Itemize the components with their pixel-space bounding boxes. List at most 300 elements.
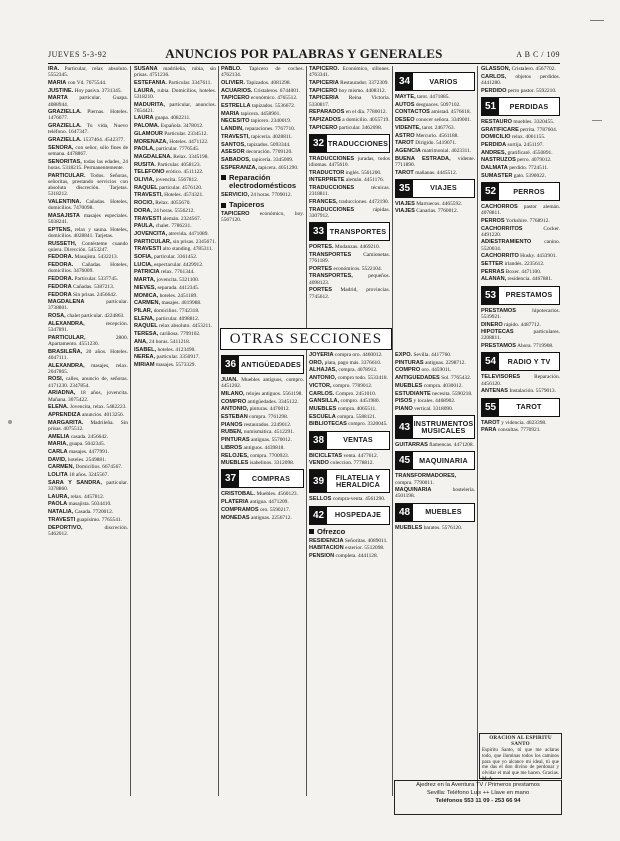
promo-line-3: Teléfonos 553 11 09 - 253 66 94 [435,798,521,804]
ad-keyword: PORTES. [309,244,334,251]
ad-text: alemán. 4451176. [345,177,385,184]
classified-ad [395,125,475,131]
classified-ad [48,517,128,523]
ad-text: chalet. 7786231. [155,223,192,230]
classified-ad [221,165,304,171]
ad-text: compro. 4451980. [340,398,380,405]
ad-keyword: HIPOTECAS [481,329,514,336]
ad-text: particular. 3350917. [156,354,200,361]
classified-ad [134,192,216,198]
subsection-ofrezco-label: Ofrezco [317,526,346,536]
section-hospedaje [309,506,390,525]
classified-ad [395,398,475,404]
ad-text: todas las edades, 24 horas. 5318215. Permanentemente. [48,158,128,171]
ad-keyword: TELEFONO [134,169,165,176]
ad-keyword: PISOS [395,398,413,405]
ad-text: Muebles antiguos, compro. 4451202. [221,377,304,390]
classified-ad [48,412,128,418]
ad-keyword: MASAJISTA [48,212,80,219]
ad-keyword: PERROS [481,217,505,224]
ad-text: Señoritas. 4089011. [344,537,388,544]
classified-ad [134,102,216,114]
classified-ad [481,269,560,275]
ad-text: decoración. 7709120. [245,149,293,156]
ad-keyword: TRAVESTI [134,215,162,222]
ad-text: muebles. 3320455. [513,118,555,125]
header-rule [48,63,560,64]
classified-ad [134,177,216,183]
classified-ad [134,269,216,275]
ad-keyword: GANSILLA, [309,398,340,405]
ad-text: Ahora. 7719908. [517,343,554,350]
ad-keyword: CARMEN, [134,300,161,307]
ad-text: masajes. 4477991. [68,448,109,455]
ad-keyword: ANA, [134,338,148,345]
section-tarot [481,398,560,417]
section-name: VIAJES [430,183,457,193]
ad-text: juradas, todos idiomas. 4475610. [309,155,390,169]
ad-text: Sin prisas. 2456642. [72,291,118,298]
ad-text: antiguas. 5570012. [250,437,292,444]
section-name: PRESTAMOS [505,290,553,300]
ad-text: chalet particular. 4224863. [67,313,125,320]
ad-keyword: MARGARITA. [48,419,84,426]
classified-ad [134,185,216,191]
ad-keyword: ANTENAS [481,388,509,395]
subsection-reparacion-label: Reparación electrodomésticos [229,172,297,190]
ad-keyword: OLIVIER. [221,79,245,86]
ad-keyword: PAOLA [48,501,68,508]
column-divider [392,66,393,796]
ad-keyword: TAPICERO [221,95,250,102]
ad-keyword: TAPICERIA [309,79,339,86]
ad-text: Cristalero. 4567702. [511,66,556,72]
section-viajes [395,179,475,198]
classified-ad [221,422,304,428]
classified-ad [395,109,475,115]
ad-keyword: PRESTAMOS [481,307,517,314]
classified-ad [134,331,216,337]
section-transportes [309,222,390,241]
classified-ad [221,118,304,124]
classified-ad [309,207,390,219]
ad-keyword: COMPRO [221,398,247,405]
ad-keyword: COMPRO [395,367,421,374]
classified-ad [48,199,128,211]
classified-ad [221,414,304,420]
ad-text: oro. 4459011. [421,367,452,374]
classified-ad [221,103,304,109]
classified-ad [481,74,560,86]
ad-keyword: RESTAURO [481,118,512,125]
classified-ad [221,445,304,451]
ad-text: Muebles. 4560123. [256,491,298,498]
ad-keyword: GRAZIELLA. [48,109,82,116]
classified-ad [309,391,390,397]
ad-keyword: PRESTAMOS [481,343,517,350]
section-number: 52 [482,183,499,200]
section-perros [481,182,560,201]
classified-ad [48,472,128,478]
column-4-top [309,66,390,320]
ad-keyword: MARTA [48,95,68,102]
ad-keyword: FEDORA. [48,254,74,261]
ad-keyword: ALEXANDRA, [48,320,85,327]
ad-text: vertical. 3318090. [414,405,454,412]
section-name: VENTAS [343,435,373,445]
ad-keyword: CARLOS, [481,73,507,80]
classified-ad [48,335,128,347]
ad-keyword: MAGDALENA. [134,153,172,160]
section-number: 32 [310,135,327,152]
ad-text: masajista. 5034410. [68,501,112,508]
ad-keyword: ELENA. [48,404,69,411]
ad-keyword: SENORA, [48,144,74,151]
ad-text: a domicilio. 4055719. [342,116,390,123]
ad-text: particular. 3462098. [338,124,383,131]
ad-keyword: FEDORA [48,291,72,298]
classified-ad [395,140,475,146]
column-5-bottom [395,352,475,777]
ad-text: atrevida. 4471089. [168,230,209,237]
subsection-tapiceros-label: Tapiceros [229,200,265,210]
classified-ad [309,199,390,205]
ad-text: venta. 4477612. [343,452,379,459]
ad-keyword: TRAVESTI [134,246,162,253]
ad-text: perdido. 7724511. [509,165,549,172]
ad-keyword: AUTOS [395,101,415,108]
ad-text: compra. 7790011. [395,479,434,486]
ad-keyword: ALHAJAS, [309,367,337,374]
classified-ad [395,367,475,373]
ad-text: compra. 7761298. [249,414,289,421]
ad-keyword: VALENTINA. [48,198,82,205]
ad-text: flamencas. 4471208. [429,442,474,449]
ad-text: particular. 3738801. [48,299,128,312]
ad-keyword: GLAMOUR [134,130,163,137]
ad-keyword: EXPO. [395,352,413,358]
classified-ad [481,142,560,148]
classified-ad [48,449,128,455]
ad-text: baratos. 5576120. [423,524,463,531]
classified-ad [48,434,128,440]
classified-ad [309,95,390,107]
classified-ad [221,515,304,521]
section-compras [221,469,304,488]
ad-keyword: GUITARRAS [395,442,428,449]
ad-keyword: RUSITA. [134,161,156,168]
ad-text: Marruecos. 4465592. [416,200,463,207]
ad-text: reparaciones. 7767710. [245,126,296,133]
column-4-bottom [309,352,390,796]
ad-text: Hoteles. 4574321. [164,192,204,199]
scan-mark [8,420,12,424]
ad-text: Económico, sillones. 4763341. [309,66,390,79]
classified-ad [221,88,304,94]
section-name: TRANSPORTES [329,226,387,236]
classified-ad [309,109,390,115]
ad-keyword: TAPICERIA [309,95,339,102]
ad-keyword: TAPIZADOS [309,116,341,123]
ad-text: consultas. 7770921. [497,427,541,434]
classified-ad [48,123,128,135]
classified-ad [134,285,216,291]
ad-keyword: VIAJES [395,208,415,215]
ad-text: alemán. 2324567. [162,215,202,222]
ad-keyword: TAROT [395,140,414,147]
ad-keyword: VENDO [309,460,329,467]
classified-ad [134,162,216,168]
section-number: 54 [482,353,499,370]
classified-ad [309,177,390,183]
ad-keyword: PALOMA. [134,123,160,130]
ad-keyword: PARTICULAR, [134,238,172,245]
ad-text: Particular. 2334512. [164,130,208,137]
ad-keyword: PINTURAS [395,359,424,366]
ad-text: Camionetas. 7761189. [309,251,390,265]
ad-text: rápidas. 3307912. [309,206,390,219]
ad-keyword: TRADUCCIONES [309,185,355,192]
ad-keyword: JOVENCITA, [134,230,168,237]
classified-ad [395,525,475,531]
section-muebles [395,503,475,522]
classified-ad [309,421,390,427]
classified-ad [48,363,128,375]
ad-keyword: ACUARIOS. [221,87,253,94]
ad-text: Relax. 4055670. [155,200,191,207]
classified-ad [309,545,390,551]
section-traducciones [309,134,390,153]
classified-ad [395,360,475,366]
classified-ad [309,406,390,412]
ad-keyword: VIDENTE, [395,124,421,131]
ad-text: necesita. 5590218. [432,390,473,397]
ad-keyword: MARIA, [48,441,68,448]
ad-text: sortija. 2451197. [507,141,544,148]
ad-text: tapicera. 4051290. [258,164,299,171]
classified-ad [481,119,560,125]
ad-keyword: CRISTOBAL. [221,491,256,498]
classified-ad [48,254,128,260]
classified-ad [134,216,216,222]
classified-ad [48,262,128,274]
ad-keyword: TRAVESTI [48,516,76,523]
section-number: 33 [310,223,327,240]
classified-ad [134,154,216,160]
classified-ad [395,473,475,485]
ad-keyword: SUSANA [134,66,158,72]
section-number: 55 [482,399,499,416]
classified-ad [48,313,128,319]
classified-ad [481,218,560,224]
ad-text: compra. 7700923. [250,452,290,459]
ad-keyword: VICTOR, [309,382,332,389]
ad-keyword: PENSION [309,553,335,560]
classified-ad [134,115,216,121]
ad-keyword: RAQUEL [134,323,158,330]
classified-ad [309,88,390,94]
ad-text: Casada. 7720012. [74,509,114,516]
column-2 [134,66,216,801]
ad-text: Madrileña. Sin prisas. 4075512. [48,419,128,432]
ad-keyword: EPTENS, [48,226,72,233]
ad-text: Husky. 4433901. [520,253,557,260]
ad-keyword: TELEVISORES [481,374,521,381]
ad-keyword: ANTONIO, [309,375,337,382]
ad-keyword: DOMICILIO [481,134,511,141]
classified-ad [481,239,560,251]
classified-ad [309,414,390,420]
ad-text: Cañadas. Hoteles, domicilios. 3476009. [48,262,128,275]
ad-keyword: MAGDALENA [48,299,85,306]
ad-text: masajes. 4019988. [161,300,202,307]
ad-keyword: CACHORROS [481,203,518,210]
ad-keyword: ANDRES, [481,149,507,156]
subsection-reparacion [221,174,304,190]
section-name: FILATELIA Y HERALDICA [335,472,381,490]
classified-ad [395,170,475,176]
ad-keyword: MARTA, [134,277,156,284]
classified-ad [481,388,560,394]
classified-ad [481,343,560,349]
classified-ad [395,117,475,123]
ad-keyword: PARTICULAR, [48,334,86,341]
ad-keyword: PERRAS [481,268,505,275]
ad-keyword: TAROT [481,419,500,426]
classified-ad [309,360,390,366]
classified-ad [221,437,304,443]
classified-ad [134,262,216,268]
section-name: INSTRUMENTOS MUSICALES [413,418,474,436]
ad-text: económico. 4765512. [250,95,298,102]
ad-keyword: ESTUDIANTE [395,390,431,397]
ad-keyword: TRAVESTI, [221,133,250,140]
ad-text: 20 años. Hoteles. 4047111. [48,348,128,361]
ad-text: 18 años. 3245567. [69,472,109,479]
classified-ad [481,173,560,179]
ad-keyword: FEDORA. [48,262,74,269]
classified-ad [221,66,304,78]
ad-keyword: ELENA, [134,315,155,322]
ad-text: Reparación. 4456120. [481,374,560,387]
ad-keyword: CARLA [48,448,68,455]
ad-keyword: ALANAN, [481,276,507,283]
ad-text: tapicería. 3345009. [251,156,294,163]
classified-ad [221,406,304,412]
ad-text: recepción. 5347891. [48,320,128,334]
section-number: 53 [482,287,499,304]
column-3-top: PABLO. Tapicero de coches. 4762134. OLIVIER. Tapizados. 4081298. ACUARIOS. Cristaleros. 6744001. TAPICERO económico. 4765512. ESTRELLA tapizados. 5536672. MARIA tapicera. 4458901. NECESITO tapicero. 2340019. LANDIN, reparaciones. 7767710. TRAVESTI, tapicería. 4028811. SANTOS, tapizados. 5093344. ASESOR decoración. 7709120. SABADOS, tapicería. 3345009. ESPERANZA, tapicera. 4051290. Reparación electrodomésticos SERVICIO, 24 horas. 7709012. Tapiceros TAPICERO económico, hoy. 5567120. [221,66,304,224]
classified-ad [48,404,128,410]
classified-ad [221,453,304,459]
classified-ad [134,362,216,368]
ad-text: con señor, sólo fines de semana. 4478867. [48,144,128,157]
scan-mark [592,120,602,121]
ad-text: masajes especiales. 5038241. [48,212,128,225]
classified-ad [134,308,216,314]
classified-ad [48,390,128,402]
ad-text: relax absoluto. 4453211. [158,323,213,330]
ad-text: rubia. Domicilios, hoteles. 5318210. [134,87,216,100]
ad-text: antiguas. 2256712. [250,514,292,521]
ad-text: oro. 5590217. [259,506,291,513]
ad-text: tapicería. 4028811. [251,133,293,140]
ad-keyword: PERDIDA [481,141,507,148]
classified-ad [309,125,390,131]
ad-keyword: PARA [481,427,497,434]
ad-text: particular. 4098812. [155,315,200,322]
section-name: MUEBLES [425,507,462,517]
ad-text: relax. 4061155. [511,134,546,141]
ad-text: Contésteme cuando quiera. Dirección. 5453247. [48,240,128,253]
ad-text: exterior. 5512098. [345,545,385,552]
ad-text: plata, pago más. 3376610. [324,359,382,366]
classified-ad [309,244,390,250]
ad-text: masajes. 5573329. [155,361,196,368]
scan-mark [590,20,604,21]
classified-ad [309,117,390,123]
section-number: 45 [396,452,413,469]
ad-text: y videncia. 4023398. [501,419,547,426]
ad-text: guapa. 5042345. [69,441,106,448]
ad-text: compra-venta. 4561290. [332,496,386,503]
ad-text: Mudanzas. 4469210. [334,244,380,251]
ad-keyword: REPARADOS [309,109,345,116]
ad-text: perro. 4079012. [517,157,552,164]
classified-ad [481,420,560,426]
ad-text: Hoteles. 4471122. [169,138,209,145]
classified-ad [481,308,560,320]
ad-keyword: SENORITAS, [48,158,82,165]
section-number: 37 [222,470,239,487]
ad-text: Canarias. 7760012. [416,208,459,215]
ad-keyword: PLATERIA [221,499,249,506]
section-number: 39 [310,470,327,492]
ad-keyword: ASESOR [221,149,245,156]
section-number: 38 [310,432,327,449]
ad-keyword: TRADUCCIONES [309,206,355,213]
ad-text: completa. 4441128. [335,553,379,560]
classified-ad [134,131,216,137]
classified-ad [48,321,128,333]
classified-ad [48,241,128,253]
ad-keyword: ORO, [309,359,324,366]
classified-ad [481,134,560,140]
ad-keyword: ESPERANZA, [221,164,258,171]
classified-ad [48,145,128,157]
classified-ad [395,201,475,207]
classified-ad [309,398,390,404]
classified-ad [481,66,560,72]
classified-ad [481,276,560,282]
ad-keyword: LUCIA, [134,261,153,268]
ad-keyword: ESTRELLA [221,103,251,110]
classified-ad [309,553,390,559]
ad-text: relax. 7761344. [160,269,195,276]
classified-ad [221,499,304,505]
promo-line-2: Sevilla: Teléfono Luis ++ Llave en mano [426,790,530,796]
ad-keyword: TRADUCTOR [309,169,345,176]
ad-text: Particular. 5337745. [74,276,119,283]
ad-keyword: MUEBLES [221,460,249,467]
classified-ad [134,239,216,245]
classified-ad [48,66,128,78]
column-divider [306,66,307,796]
classified-ad [395,487,475,499]
classified-ad [395,133,475,139]
classified-ad [309,273,390,285]
ad-keyword: LOLITA [48,472,68,479]
